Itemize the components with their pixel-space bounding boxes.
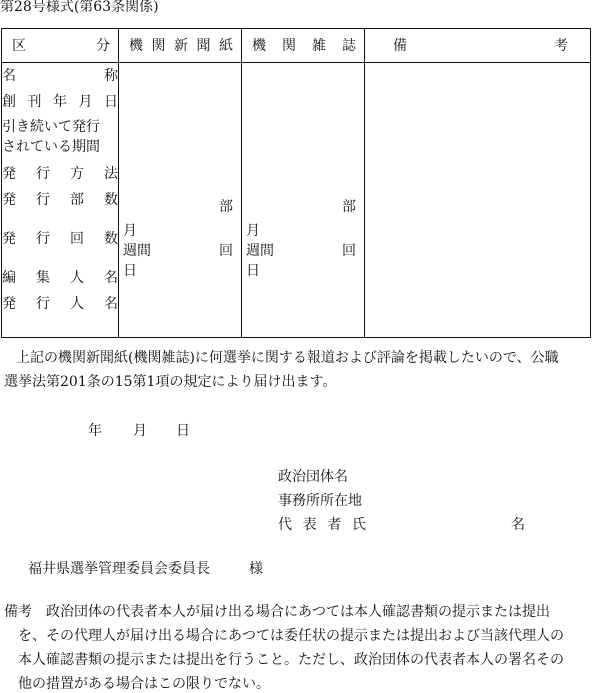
notes-line-3: 本人確認書類の提示または提出を行うこと。ただし、政治団体の代表者本人の署名その (18, 652, 564, 668)
org-name-label: 政治団体名 (278, 469, 348, 485)
magazine-freq-times: 回 (342, 243, 356, 259)
notification-table (1, 28, 591, 338)
newspaper-freq-day: 日 (123, 263, 137, 279)
label-frequency: 発 行 回 数 (2, 231, 118, 247)
magazine-freq-day: 日 (246, 263, 260, 279)
newspaper-values[interactable] (119, 63, 242, 338)
newspaper-freq-month: 月 (123, 223, 137, 239)
header-magazine: 機 関 雑 誌 (242, 29, 365, 63)
form-title: 第28号様式(第63条関係) (0, 0, 159, 15)
header-category: 区 分 (2, 29, 119, 63)
org-address-label: 事務所所在地 (278, 493, 362, 509)
remarks-values[interactable] (365, 63, 591, 338)
declaration-line-1: 上記の機関新聞紙(機関雑誌)に何選挙に関する報道および評論を掲載したいので、公職 (16, 350, 559, 366)
label-founded: 創 刊 年 月 日 (2, 94, 118, 110)
declaration-line-2: 選挙法第201条の15第1項の規定により届け出ます。 (4, 374, 337, 390)
table-header-row (2, 29, 591, 63)
date-day: 日 (176, 423, 190, 439)
addressee-title: 福井県選挙管理委員会委員長 (28, 561, 210, 577)
label-copies: 発 行 部 数 (2, 192, 118, 208)
header-newspaper: 機 関 新 聞 紙 (119, 29, 242, 63)
label-name: 名 称 (2, 68, 118, 84)
date-month: 月 (133, 423, 147, 439)
table-body-row (2, 63, 591, 338)
magazine-freq-month: 月 (246, 223, 260, 239)
date-year: 年 (88, 423, 102, 439)
label-editor: 編 集 人 名 (2, 270, 118, 286)
representative-label: 代 表 者 氏 (278, 517, 366, 533)
magazine-freq-week: 週間 (246, 243, 274, 259)
label-publisher: 発 行 人 名 (2, 296, 118, 312)
label-period: 引き続いて発行 されている期間 (2, 119, 100, 155)
addressee-honorific: 様 (249, 561, 263, 577)
notes-line-2: を、その代理人が届け出る場合にあつては委任状の提示または提出および当該代理人の (18, 628, 564, 644)
header-remarks: 備 考 (365, 29, 591, 63)
newspaper-copies-unit: 部 (219, 199, 233, 215)
magazine-values[interactable] (242, 63, 365, 338)
newspaper-freq-times: 回 (219, 243, 233, 259)
newspaper-freq-week: 週間 (123, 243, 151, 259)
notes-line-1: 備考 政治団体の代表者本人が届け出る場合にあつては本人確認書類の提示または提出 (4, 604, 550, 620)
row-labels (2, 63, 119, 338)
magazine-copies-unit: 部 (342, 199, 356, 215)
notes-line-4: 他の措置がある場合はこの限りでない。 (18, 676, 270, 692)
label-method: 発 行 方 法 (2, 166, 118, 182)
representative-suffix: 名 (511, 517, 525, 533)
